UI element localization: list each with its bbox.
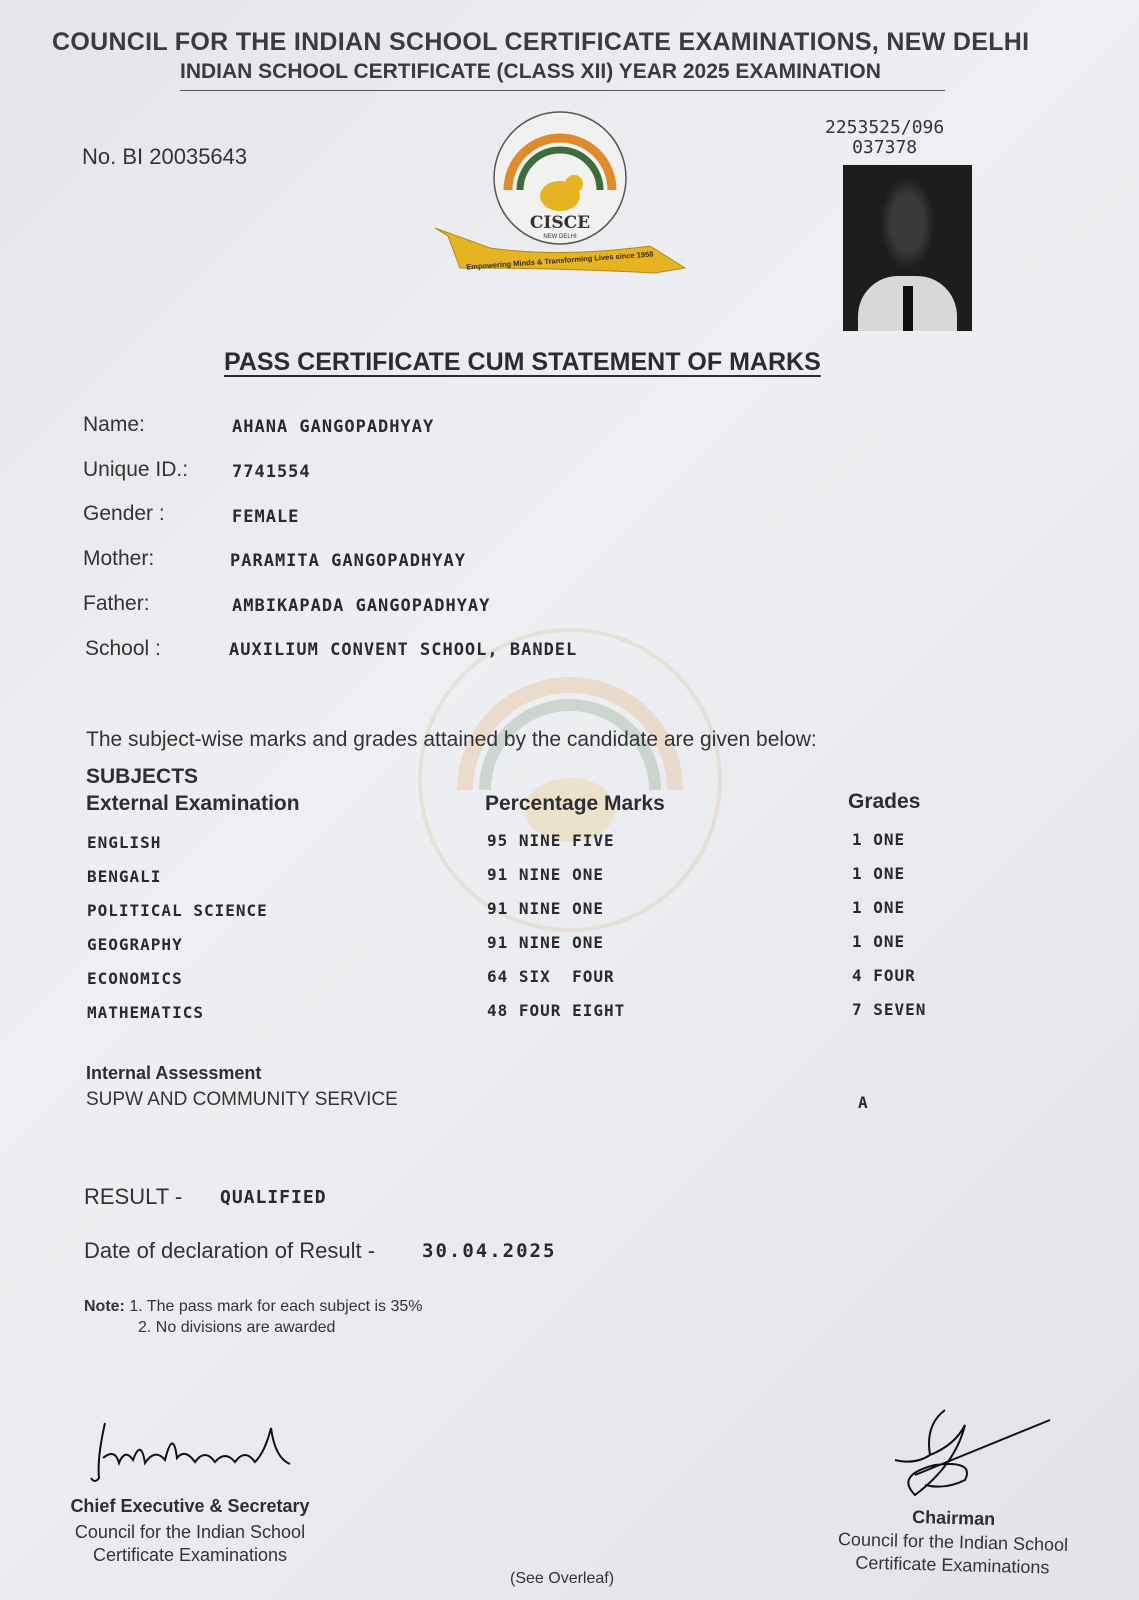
subject-grade: 7 SEVEN <box>852 1000 927 1019</box>
name-label: Name: <box>83 413 145 436</box>
subject-name: GEOGRAPHY <box>87 935 183 954</box>
external-heading: External Examination <box>86 792 300 815</box>
gender-value: FEMALE <box>232 507 300 527</box>
mother-label: Mother: <box>83 547 155 570</box>
subject-marks: 91 NINE ONE <box>487 899 604 918</box>
cisce-logo <box>430 108 700 288</box>
logo-motto: Empowering Minds & Transforming Lives since 1958 <box>465 249 654 272</box>
subject-name: BENGALI <box>87 867 162 886</box>
subject-marks: 95 NINE FIVE <box>487 831 615 850</box>
council-heading: COUNCIL FOR THE INDIAN SCHOOL CERTIFICATE EXAMINATIONS, NEW DELHI <box>52 28 1030 56</box>
subject-name: ECONOMICS <box>87 969 183 988</box>
father-value: AMBIKAPADA GANGOPADHYAY <box>232 596 491 616</box>
result-value: QUALIFIED <box>220 1187 327 1208</box>
note-item: 2. No divisions are awarded <box>138 1319 336 1336</box>
chief-executive-org-line1: Council for the Indian School <box>74 1522 306 1542</box>
chairman-title: Chairman <box>911 1506 996 1530</box>
serial-line-2: 037378 <box>852 137 918 158</box>
see-overleaf: (See Overleaf) <box>510 1570 615 1587</box>
certificate-title: PASS CERTIFICATE CUM STATEMENT OF MARKS <box>224 348 821 376</box>
chief-executive-block <box>60 1496 320 1567</box>
subject-name: ENGLISH <box>87 833 162 852</box>
serial-number <box>825 118 944 158</box>
mother-value: PARAMITA GANGOPADHYAY <box>230 551 466 571</box>
school-label: School : <box>85 637 161 660</box>
note-item: 1. The pass mark for each subject is 35% <box>129 1298 423 1315</box>
internal-grade: A <box>858 1093 869 1112</box>
chief-executive-signature <box>85 1418 305 1488</box>
subject-grade: 1 ONE <box>852 932 906 951</box>
subject-grade: 1 ONE <box>852 898 906 917</box>
result-label: RESULT - <box>84 1184 183 1209</box>
exam-heading: INDIAN SCHOOL CERTIFICATE (CLASS XII) YEAR 2025 EXAMINATION <box>180 60 881 83</box>
subject-grade: 4 FOUR <box>852 966 916 985</box>
notes <box>84 1296 423 1338</box>
certificate-number: No. BI 20035643 <box>82 144 248 169</box>
serial-line-1: 2253525/096 <box>825 117 945 138</box>
percentage-heading: Percentage Marks <box>485 792 665 815</box>
chief-executive-org-line2: Certificate Examinations <box>92 1545 288 1565</box>
subject-grade: 1 ONE <box>852 830 906 849</box>
internal-subject: SUPW AND COMMUNITY SERVICE <box>86 1089 398 1110</box>
chief-executive-title: Chief Executive & Secretary <box>70 1496 310 1516</box>
school-value: AUXILIUM CONVENT SCHOOL, BANDEL <box>229 640 578 660</box>
subject-name: MATHEMATICS <box>87 1003 204 1022</box>
logo-name: CISCE <box>529 213 591 233</box>
chairman-block <box>817 1504 1089 1580</box>
unique-id-label: Unique ID.: <box>83 458 189 481</box>
internal-assessment-heading: Internal Assessment <box>86 1063 262 1083</box>
cisce-watermark <box>405 620 735 940</box>
subject-grade: 1 ONE <box>852 864 906 883</box>
chairman-org-line1: Council for the Indian School <box>837 1528 1069 1556</box>
declaration-date-label: Date of declaration of Result - <box>84 1238 376 1263</box>
heading-divider <box>180 90 945 91</box>
grades-heading: Grades <box>848 790 921 813</box>
candidate-photo <box>843 165 972 331</box>
subject-marks: 64 SIX FOUR <box>487 967 615 986</box>
marks-intro: The subject-wise marks and grades attained by the candidate are given below: <box>86 728 817 751</box>
father-label: Father: <box>83 592 150 615</box>
name-value: AHANA GANGOPADHYAY <box>232 417 435 437</box>
note-label: Note: <box>84 1298 125 1315</box>
declaration-date: 30.04.2025 <box>422 1240 557 1262</box>
gender-label: Gender : <box>83 502 165 525</box>
logo-city: NEW DELHI <box>543 234 577 240</box>
subject-marks: 91 NINE ONE <box>487 865 604 884</box>
subjects-heading: SUBJECTS <box>86 765 199 788</box>
chairman-org-line2: Certificate Examinations <box>855 1552 1050 1578</box>
subject-marks: 48 FOUR EIGHT <box>487 1001 626 1020</box>
chairman-signature <box>885 1405 1055 1500</box>
subject-marks: 91 NINE ONE <box>487 933 604 952</box>
unique-id-value: 7741554 <box>232 462 311 482</box>
subject-name: POLITICAL SCIENCE <box>87 901 268 920</box>
